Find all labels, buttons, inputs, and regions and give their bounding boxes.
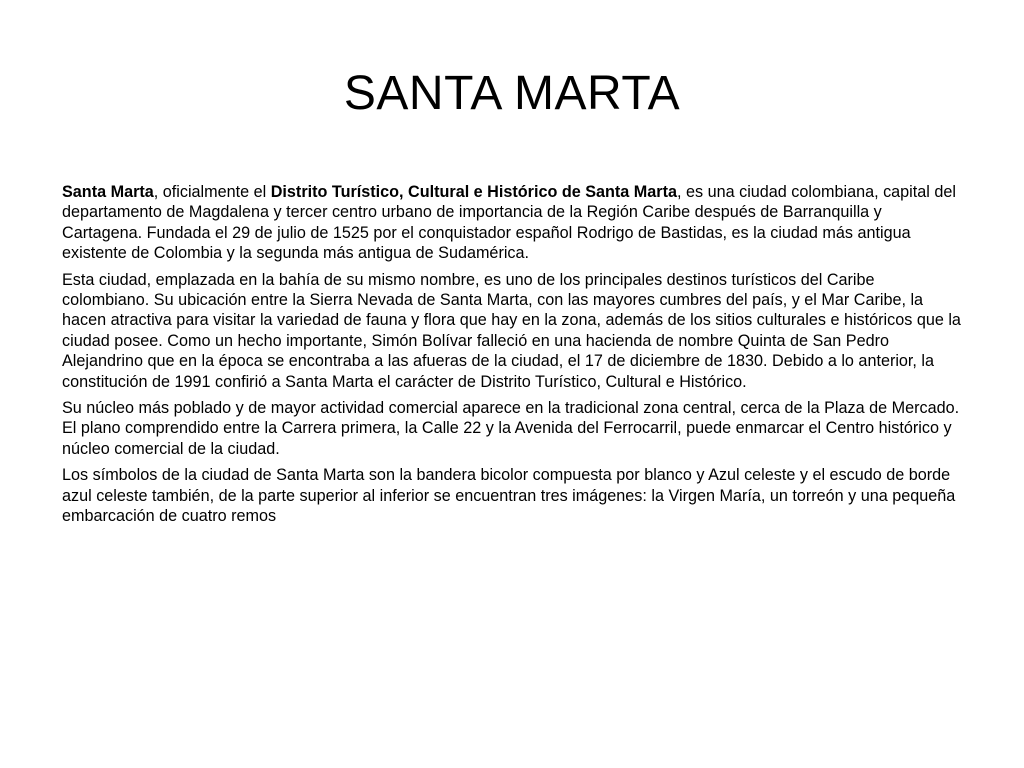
paragraph-center: Su núcleo más poblado y de mayor actividad comercial aparece en la tradicional zona central, cerca de la Plaza de Mercado. El plano comprendido entre la Carrera primera, la Calle 22 y la Avenida del Ferrocarril, puede enmarcar el Centro histórico y núcleo comercial de la ciudad. xyxy=(62,399,960,458)
intro-bold-name: Santa Marta xyxy=(62,183,154,201)
intro-text-2: , es una ciudad colombiana, capital del departamento de Magdalena y tercer centro urbano de importancia de la Región Caribe después de Barranquilla y Cartagena. Fundada el 29 de julio de 1525 por el conquistador español Rodrigo de Bastidas, es la ciudad más antigua existente de Colombia y la segunda más antigua de Sudamérica. xyxy=(62,183,956,263)
intro-bold-official-name: Distrito Turístico, Cultural e Histórico de Santa Marta xyxy=(270,183,677,201)
paragraph-symbols: Los símbolos de la ciudad de Santa Marta son la bandera bicolor compuesta por blanco y Azul celeste y el escudo de borde azul celeste también, de la parte superior al inferior se encuentran tres imágenes: la Virgen María, un torreón y una pequeña embarcación de cuatro remos xyxy=(62,466,956,526)
slide-body xyxy=(62,182,962,533)
intro-text-1: , oficialmente el xyxy=(153,183,271,201)
paragraph-tourism: Esta ciudad, emplazada en la bahía de su mismo nombre, es uno de los principales destinos turísticos del Caribe colombiano. Su ubicación entre la Sierra Nevada de Santa Marta, con las mayores cumbres del país, y el Mar Caribe, la hacen atractiva para visitar la variedad de fauna y flora que hay en la zona, además de los sitios culturales e históricos que la ciudad posee. Como un hecho importante, Simón Bolívar falleció en una hacienda de nombre Quinta de San Pedro Alejandrino que en la época se encontraba a las afueras de la ciudad, el 17 de diciembre de 1830. Debido a lo anterior, la constitución de 1991 confirió a Santa Marta el carácter de Distrito Turístico, Cultural e Histórico. xyxy=(62,270,961,391)
paragraph-intro xyxy=(62,182,962,264)
slide-title: SANTA MARTA xyxy=(343,67,681,120)
